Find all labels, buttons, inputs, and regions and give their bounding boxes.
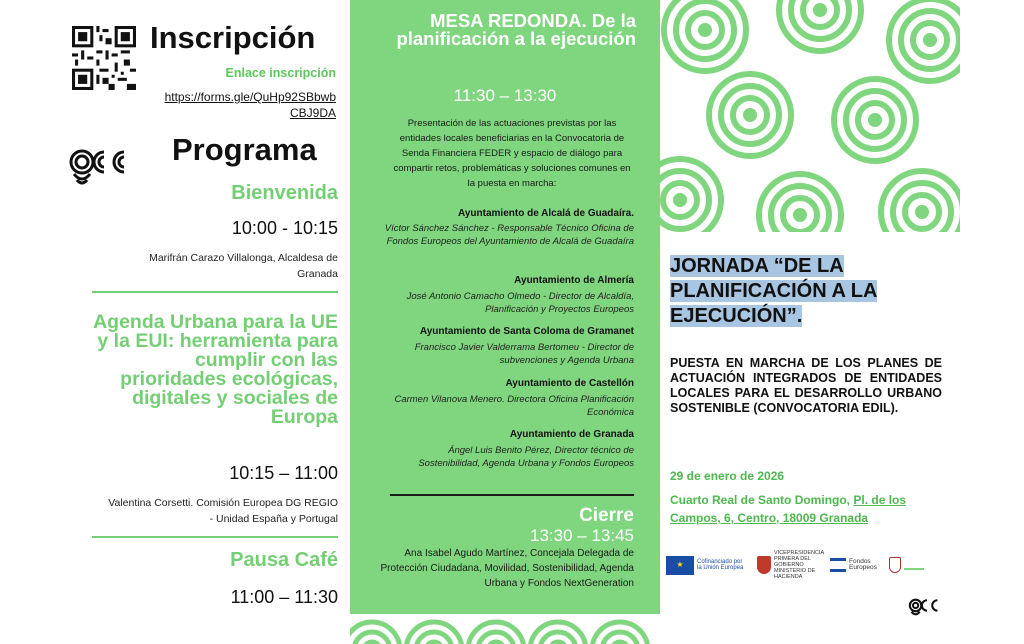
middle-panel [350, 0, 660, 644]
programa-title: Programa [172, 132, 317, 167]
entity-representative: Víctor Sánchez Sánchez - Responsable Técnico Oficina de Fondos Europeos del Ayuntamiento de Alcalá de Guadaíra [384, 223, 634, 247]
eu-logo [666, 556, 747, 575]
agenda-heading: Agenda Urbana para la UE y la EUI: herramienta para cumplir con las prioridades ecológicas, digitales y sociales de Europa [93, 311, 338, 428]
qr-code-icon[interactable] [72, 26, 136, 90]
entity-representative: José Antonio Camacho Olmedo - Director de Alcaldía, Planificación y Proyectos Europeos [406, 291, 634, 315]
cierre-time: 13:30 – 13:45 [530, 526, 634, 545]
divider [390, 494, 634, 496]
inscripcion-link[interactable] [146, 89, 336, 121]
jornada-subtitle: PUESTA EN MARCHA DE LOS PLANES DE ACTUACIÓN INTEGRADOS DE ENTIDADES LOCALES PARA EL DESARROLLO URBANO SOSTENIBLE (CONVOCATORIA EDIL). [670, 356, 942, 415]
funding-logos [666, 551, 956, 579]
entity-representative: Francisco Javier Valderrama Bertomeu - Director de subvenciones y Agenda Urbana [414, 342, 634, 366]
inscripcion-link-line1[interactable]: https://forms.gle/QuHp92SBbwb [164, 90, 336, 104]
cierre-heading: Cierre [579, 505, 634, 526]
entity-representative: Carmen Vilanova Menero. Directora Oficina Planificación Económica [394, 394, 634, 418]
bienvenida-time: 10:00 - 10:15 [231, 218, 338, 238]
agenda-speaker: Valentina Corsetti. Comisión Europea DG REGIO - Unidad España y Portugal [108, 497, 338, 525]
jornada-title-text: JORNADA “DE LA PLANIFICACIÓN A LA EJECUCIÓN”. [670, 255, 878, 327]
divider [92, 536, 338, 538]
left-panel [60, 0, 350, 644]
event-venue [670, 491, 950, 527]
government-logo [757, 550, 824, 580]
agenda-time: 10:15 – 11:00 [229, 463, 338, 483]
venue-name: Cuarto Real de Santo Domingo, [670, 493, 854, 507]
event-date: 29 de enero de 2026 [670, 469, 785, 483]
mesa-redonda-time: 11:30 – 13:30 [453, 86, 557, 105]
entity-name: Ayuntamiento de Almería [514, 275, 634, 286]
fondos-europeos-logo [830, 558, 879, 572]
inscripcion-subtitle: Enlace inscripción [225, 66, 336, 80]
bienvenida-speaker: Marifrán Carazo Villalonga, Alcaldesa de Granada [149, 252, 338, 280]
mesa-intro: Presentación de las actuaciones previstas por las entidades locales beneficiarias en la Convocatoria de Senda Financiera FEDER y espacio de diálogo para compartir retos, problemáticas y soluciones comunes en la puesta en marcha: [393, 118, 631, 189]
organization-logo-icon [68, 140, 136, 190]
pausa-time: 11:00 – 11:30 [230, 587, 338, 607]
eu-flag-icon: ★ [666, 556, 694, 575]
inscripcion-title: Inscripción [150, 20, 316, 55]
decorative-pattern [350, 614, 660, 644]
government-logo-text-2: MINISTERIO DE HACIENDA [774, 568, 816, 580]
venue-address-link[interactable]: Pl. de los Campos, 6, Centro, 18009 Granada [670, 493, 907, 525]
entity-name: Ayuntamiento de Alcalá de Guadaíra. [458, 208, 634, 219]
pausa-heading: Pausa Café [230, 549, 338, 571]
cierre-speaker: Ana Isabel Agudo Martínez, Concejala Delegada de Protección Ciudadana, Movilidad, Sostenibilidad, Agenda Urbana y Fondos NextGeneration [380, 548, 634, 589]
entity-name: Ayuntamiento de Castellón [505, 378, 634, 389]
municipal-bar-icon [904, 560, 924, 570]
eu-logo-text: Cofinanciado por la Unión Europea [697, 559, 744, 571]
fondos-europeos-text: Fondos Europeos [849, 558, 877, 571]
mesa-redonda-title: MESA REDONDA. De la planificación a la ejecución [396, 10, 636, 49]
entity-name: Ayuntamiento de Granada [509, 429, 634, 440]
spain-shield-icon [757, 556, 771, 574]
municipal-logo [889, 557, 924, 573]
jornada-title [670, 254, 940, 329]
bienvenida-heading: Bienvenida [231, 182, 338, 204]
municipal-shield-icon [889, 557, 901, 573]
entity-name: Ayuntamiento de Santa Coloma de Gramanet [419, 326, 634, 337]
government-logo-text-1: VICEPRESIDENCIA PRIMERA DEL GOBIERNO [774, 550, 824, 568]
entity-representative: Ángel Luis Benito Pérez, Director técnico de Sostenibilidad, Agenda Urbana y Fondos Europeos [418, 445, 634, 469]
fondos-europeos-icon [830, 558, 846, 572]
right-panel [660, 0, 960, 644]
inscripcion-link-line2[interactable]: CBJ9DA [289, 106, 336, 120]
decorative-circle-pattern [660, 0, 960, 232]
divider [92, 291, 338, 293]
organization-logo-small-icon [908, 594, 944, 620]
